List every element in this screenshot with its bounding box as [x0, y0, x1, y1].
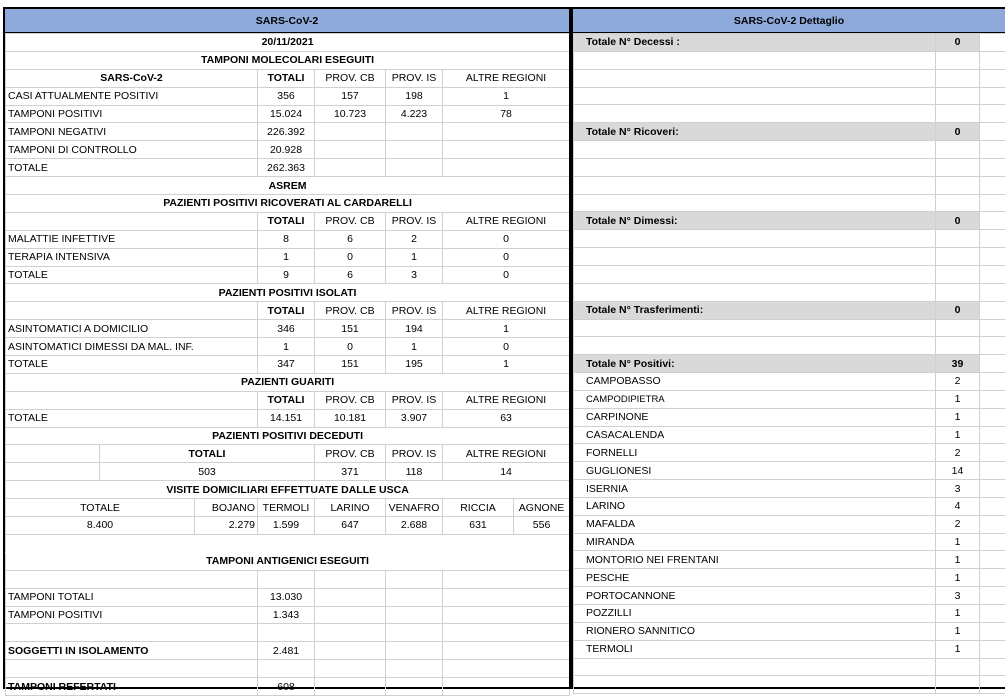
- comune-name: MIRANDA: [574, 533, 936, 551]
- table-row: [6, 159, 570, 177]
- list-item: [574, 462, 1005, 480]
- table-row: [6, 123, 570, 141]
- right-header: SARS-CoV-2 Dettaglio: [573, 9, 1005, 33]
- list-item: [574, 390, 1005, 408]
- row-label: ASINTOMATICI A DOMICILIO: [6, 320, 258, 338]
- molecolari-header-row: [6, 69, 570, 87]
- list-item: [574, 551, 1005, 569]
- cell: 1: [258, 338, 315, 356]
- comune-count: 1: [936, 408, 980, 426]
- col-header: RICCIA: [443, 499, 514, 517]
- guariti-title: PAZIENTI GUARITI: [6, 373, 570, 391]
- list-item: [574, 533, 1005, 551]
- section-title-row: [6, 373, 570, 391]
- col-header: PROV. CB: [315, 212, 386, 230]
- cell: 1: [258, 248, 315, 266]
- comune-count: 1: [936, 622, 980, 640]
- col-header: ALTRE REGIONI: [443, 445, 570, 463]
- row-label: TAMPONI DI CONTROLLO: [6, 141, 258, 159]
- cell: 2.279: [195, 517, 258, 535]
- cell: 2.688: [386, 517, 443, 535]
- table-row: [6, 320, 570, 338]
- comune-name: ISERNIA: [574, 480, 936, 498]
- usca-title: VISITE DOMICILIARI EFFETTUATE DALLE USCA: [6, 481, 570, 499]
- cell: 3: [386, 266, 443, 284]
- comune-name: POZZILLI: [574, 605, 936, 623]
- row-label: TOTALE: [6, 409, 258, 427]
- comune-count: 14: [936, 462, 980, 480]
- cell: 0: [443, 230, 570, 248]
- summary-row: [574, 355, 1005, 373]
- cell: 0: [315, 338, 386, 356]
- antigenici-title: TAMPONI ANTIGENICI ESEGUITI: [6, 552, 570, 570]
- cell: 195: [386, 356, 443, 374]
- row-label: TAMPONI NEGATIVI: [6, 123, 258, 141]
- cell: 157: [315, 87, 386, 105]
- cell: 1.343: [258, 606, 315, 624]
- cell: 1: [386, 248, 443, 266]
- cell: 346: [258, 320, 315, 338]
- positivi-value: 39: [936, 355, 980, 373]
- cell: 15.024: [258, 105, 315, 123]
- comune-count: 3: [936, 587, 980, 605]
- cell: 198: [386, 87, 443, 105]
- cell: 1: [443, 320, 570, 338]
- row-label: TAMPONI POSITIVI: [6, 105, 258, 123]
- right-table: [573, 33, 1005, 694]
- asrem-label: ASREM: [6, 177, 570, 195]
- row-label: TAMPONI REFERTATI: [6, 678, 258, 696]
- comune-name: FORNELLI: [574, 444, 936, 462]
- col-header: VENAFRO: [386, 499, 443, 517]
- col-header: PROV. IS: [386, 391, 443, 409]
- cell: 647: [315, 517, 386, 535]
- cell: 556: [514, 517, 570, 535]
- guariti-header-row: [6, 391, 570, 409]
- cell: 151: [315, 320, 386, 338]
- cell: 151: [315, 356, 386, 374]
- section-title-row: [6, 552, 570, 570]
- comune-name: MONTORIO NEI FRENTANI: [574, 551, 936, 569]
- list-item: [574, 373, 1005, 391]
- row-label: TOTALE: [6, 159, 258, 177]
- table-row: [6, 588, 570, 606]
- table-row: [6, 105, 570, 123]
- cell: 1: [386, 338, 443, 356]
- col-header: PROV. IS: [386, 69, 443, 87]
- cell: 0: [443, 338, 570, 356]
- table-row: [6, 606, 570, 624]
- table-row: [6, 87, 570, 105]
- cell: 3.907: [386, 409, 443, 427]
- col-header: PROV. CB: [315, 391, 386, 409]
- row-label: MALATTIE INFETTIVE: [6, 230, 258, 248]
- table-row: [6, 517, 570, 535]
- comune-name: CAMPOBASSO: [574, 373, 936, 391]
- table-row: [6, 642, 570, 660]
- cell: 503: [100, 463, 315, 481]
- cell: 9: [258, 266, 315, 284]
- cell: 14.151: [258, 409, 315, 427]
- table-row: [6, 356, 570, 374]
- comune-name: GUGLIONESI: [574, 462, 936, 480]
- list-item: [574, 408, 1005, 426]
- deceduti-header-row: [6, 445, 570, 463]
- cell: 262.363: [258, 159, 315, 177]
- summary-row: [574, 123, 1005, 141]
- comune-count: 2: [936, 373, 980, 391]
- list-item: [574, 480, 1005, 498]
- comune-count: 1: [936, 551, 980, 569]
- section-title-row: [6, 284, 570, 302]
- trasferimenti-value: 0: [936, 301, 980, 319]
- cell: 4.223: [386, 105, 443, 123]
- comune-name: LARINO: [574, 497, 936, 515]
- cell: 14: [443, 463, 570, 481]
- summary-row: [574, 34, 1005, 52]
- col-header: PROV. IS: [386, 212, 443, 230]
- col-header: ALTRE REGIONI: [443, 391, 570, 409]
- list-item: [574, 444, 1005, 462]
- cell: 10.723: [315, 105, 386, 123]
- comune-count: 2: [936, 515, 980, 533]
- cell: 10.181: [315, 409, 386, 427]
- decessi-label: Totale N° Decessi :: [574, 34, 936, 52]
- row-label: TOTALE: [6, 356, 258, 374]
- table-row: [6, 409, 570, 427]
- section-title-row: [6, 427, 570, 445]
- section-title-row: [6, 51, 570, 69]
- col-header: BOJANO: [195, 499, 258, 517]
- cell: 608: [258, 678, 315, 696]
- table-row: [6, 463, 570, 481]
- comune-name: PORTOCANNONE: [574, 587, 936, 605]
- cell: 6: [315, 230, 386, 248]
- row-label: TERAPIA INTENSIVA: [6, 248, 258, 266]
- row-label: SOGGETTI IN ISOLAMENTO: [6, 642, 258, 660]
- col-header: PROV. IS: [386, 302, 443, 320]
- left-panel: [3, 7, 569, 689]
- col-header: TOTALI: [258, 391, 315, 409]
- comune-name: RIONERO SANNITICO: [574, 622, 936, 640]
- cell: 6: [315, 266, 386, 284]
- list-item: [574, 622, 1005, 640]
- cell: 226.392: [258, 123, 315, 141]
- comune-count: 1: [936, 605, 980, 623]
- list-item: [574, 605, 1005, 623]
- date-row: [6, 34, 570, 52]
- cell: 0: [443, 248, 570, 266]
- col-header: PROV. CB: [315, 302, 386, 320]
- cell: 371: [315, 463, 386, 481]
- deceduti-title: PAZIENTI POSITIVI DECEDUTI: [6, 427, 570, 445]
- comune-name: PESCHE: [574, 569, 936, 587]
- comune-count: 1: [936, 569, 980, 587]
- col-header: PROV. IS: [386, 445, 443, 463]
- comune-name: CAMPODIPIETRA: [574, 390, 936, 408]
- col-header: LARINO: [315, 499, 386, 517]
- cell: 8.400: [6, 517, 195, 535]
- col-header: TOTALI: [258, 302, 315, 320]
- right-panel: [573, 7, 1005, 689]
- summary-row: [574, 212, 1005, 230]
- row-label: TAMPONI POSITIVI: [6, 606, 258, 624]
- comune-count: 1: [936, 640, 980, 658]
- left-header: SARS-CoV-2: [5, 9, 569, 33]
- col-header: PROV. CB: [315, 69, 386, 87]
- row-label: TOTALE: [6, 266, 258, 284]
- table-row: [6, 141, 570, 159]
- section-title-row: [6, 195, 570, 213]
- list-item: [574, 640, 1005, 658]
- table-row: [6, 266, 570, 284]
- col-header: TOTALI: [258, 69, 315, 87]
- isolati-header-row: [6, 302, 570, 320]
- comune-count: 1: [936, 390, 980, 408]
- summary-row: [574, 301, 1005, 319]
- cell: 13.030: [258, 588, 315, 606]
- table-row: [6, 338, 570, 356]
- comune-name: MAFALDA: [574, 515, 936, 533]
- left-table: [5, 33, 570, 696]
- positivi-label: Totale N° Positivi:: [574, 355, 936, 373]
- col-header: AGNONE: [514, 499, 570, 517]
- comune-count: 3: [936, 480, 980, 498]
- row-label: CASI ATTUALMENTE POSITIVI: [6, 87, 258, 105]
- cell: 2.481: [258, 642, 315, 660]
- trasferimenti-label: Totale N° Trasferimenti:: [574, 301, 936, 319]
- comune-name: TERMOLI: [574, 640, 936, 658]
- cell: 78: [443, 105, 570, 123]
- comune-name: CASACALENDA: [574, 426, 936, 444]
- ricoveri-label: Totale N° Ricoveri:: [574, 123, 936, 141]
- col-header: TOTALI: [100, 445, 315, 463]
- cell: 1: [443, 356, 570, 374]
- comune-count: 4: [936, 497, 980, 515]
- cell: 347: [258, 356, 315, 374]
- section-title-row: [6, 481, 570, 499]
- table-row: [6, 230, 570, 248]
- ricoveri-value: 0: [936, 123, 980, 141]
- usca-header-row: [6, 499, 570, 517]
- report-frame: [3, 7, 1005, 689]
- col-header: ALTRE REGIONI: [443, 302, 570, 320]
- list-item: [574, 497, 1005, 515]
- cell: 8: [258, 230, 315, 248]
- cell: 356: [258, 87, 315, 105]
- cell: 2: [386, 230, 443, 248]
- col-header: ALTRE REGIONI: [443, 212, 570, 230]
- cell: 1: [443, 87, 570, 105]
- dimessi-label: Totale N° Dimessi:: [574, 212, 936, 230]
- cell: 0: [315, 248, 386, 266]
- list-item: [574, 515, 1005, 533]
- dimessi-value: 0: [936, 212, 980, 230]
- asrem-row: [6, 177, 570, 195]
- comune-name: CARPINONE: [574, 408, 936, 426]
- comune-count: 2: [936, 444, 980, 462]
- list-item: [574, 587, 1005, 605]
- ricoverati-header-row: [6, 212, 570, 230]
- col-header: ALTRE REGIONI: [443, 69, 570, 87]
- decessi-value: 0: [936, 34, 980, 52]
- col-header: TOTALE: [6, 499, 195, 517]
- report-date: 20/11/2021: [6, 34, 570, 52]
- col-header: TOTALI: [258, 212, 315, 230]
- row-label: ASINTOMATICI DIMESSI DA MAL. INF.: [6, 338, 258, 356]
- ricoverati-title: PAZIENTI POSITIVI RICOVERATI AL CARDARELLI: [6, 195, 570, 213]
- cell: 1.599: [258, 517, 315, 535]
- col-header: PROV. CB: [315, 445, 386, 463]
- col-header: SARS-CoV-2: [6, 69, 258, 87]
- list-item: [574, 426, 1005, 444]
- molecolari-title: TAMPONI MOLECOLARI ESEGUITI: [6, 51, 570, 69]
- cell: 631: [443, 517, 514, 535]
- table-row: [6, 248, 570, 266]
- table-row: [6, 678, 570, 696]
- cell: 20.928: [258, 141, 315, 159]
- isolati-title: PAZIENTI POSITIVI ISOLATI: [6, 284, 570, 302]
- cell: 0: [443, 266, 570, 284]
- comune-count: 1: [936, 533, 980, 551]
- list-item: [574, 569, 1005, 587]
- row-label: TAMPONI TOTALI: [6, 588, 258, 606]
- col-header: TERMOLI: [258, 499, 315, 517]
- cell: 63: [443, 409, 570, 427]
- cell: 118: [386, 463, 443, 481]
- cell: 194: [386, 320, 443, 338]
- comune-count: 1: [936, 426, 980, 444]
